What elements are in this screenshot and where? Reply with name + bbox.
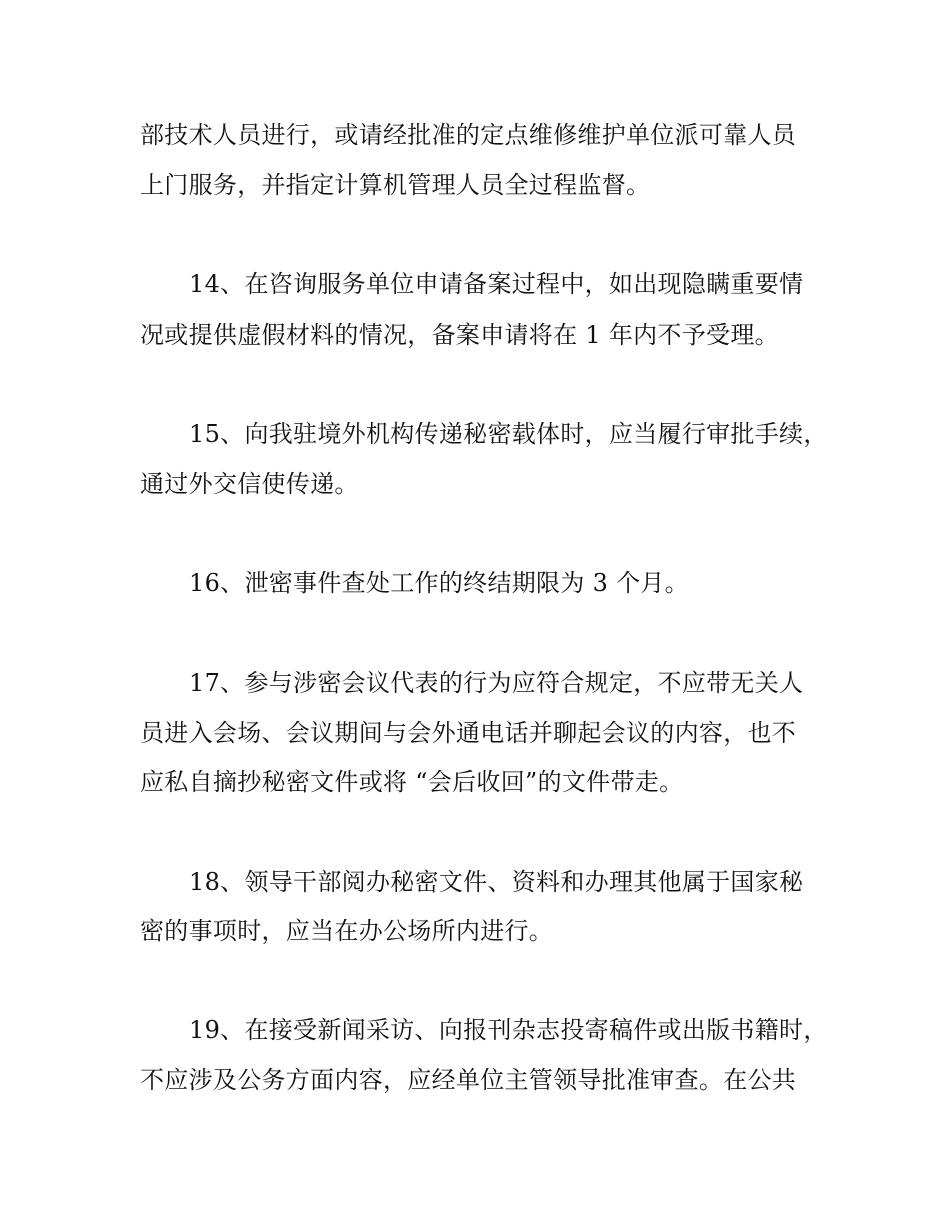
paragraph-line: 16、泄密事件查处工作的终结期限为 3 个月。 [189, 569, 689, 597]
paragraph-line: 上门服务，并指定计算机管理人员全过程监督。 [140, 171, 651, 199]
paragraph-line: 通过外交信使传递。 [140, 470, 359, 498]
paragraph-line: 18、领导干部阅办秘密文件、资料和办理其他属于国家秘 [189, 868, 804, 896]
paragraph-line: 17、参与涉密会议代表的行为应符合规定，不应带无关人 [189, 669, 804, 697]
paragraph-line: 19、在接受新闻采访、向报刊杂志投寄稿件或出版书籍时， [189, 1016, 828, 1044]
paragraph-line: 15、向我驻境外机构传递秘密载体时，应当履行审批手续， [189, 420, 828, 448]
paragraph-line: 况或提供虚假材料的情况，备案申请将在 1 年内不予受理。 [140, 321, 779, 349]
paragraph-line: 14、在咨询服务单位申请备案过程中，如出现隐瞒重要情 [189, 270, 804, 298]
paragraph-line: 员进入会场、会议期间与会外通电话并聊起会议的内容，也不 [140, 719, 797, 747]
paragraph-line: 部技术人员进行，或请经批准的定点维修维护单位派可靠人员 [140, 121, 797, 149]
paragraph-line: 密的事项时，应当在办公场所内进行。 [140, 917, 554, 945]
paragraph-line: 应私自摘抄秘密文件或将 “会后收回”的文件带走。 [140, 768, 684, 796]
paragraph-line: 不应涉及公务方面内容，应经单位主管领导批准审查。在公共 [140, 1066, 797, 1094]
